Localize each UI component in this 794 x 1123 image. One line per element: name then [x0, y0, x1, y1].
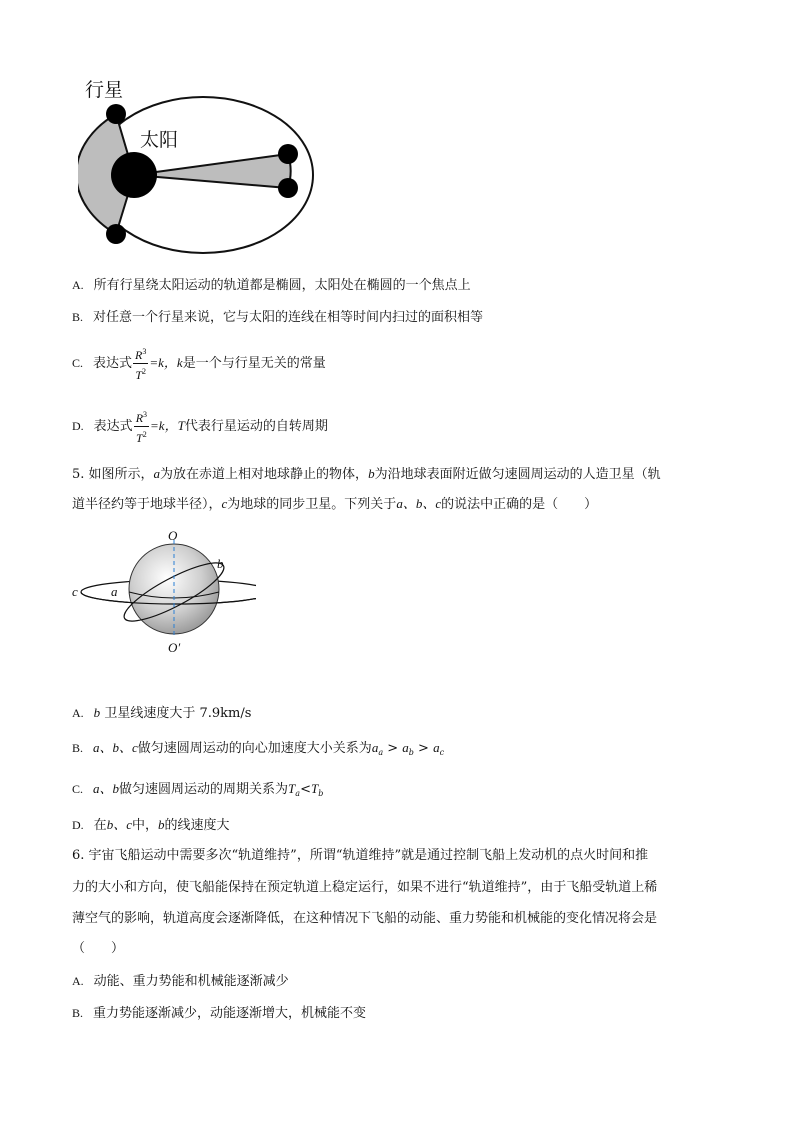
q4-option-a	[72, 276, 471, 295]
q5-option-a: A. b 卫星线速度大于 7.9km/s	[72, 705, 252, 721]
q4-option-d	[72, 407, 328, 446]
q5-option-d: D. 在b、c中，b的线速度大	[72, 817, 230, 833]
var-t: T	[177, 418, 185, 433]
label-o-prime: O′	[168, 640, 181, 655]
sun	[111, 152, 157, 198]
option-suffix: 代表行星运动的自转周期	[184, 419, 328, 434]
q6-option-a: A. 动能、重力势能和机械能逐渐减少	[72, 974, 289, 989]
q6-stem-line4: （ ）	[72, 941, 125, 956]
q6-stem-line1: 6. 宇宙飞船运动中需要多次“轨道维持”，所谓“轨道维持”就是通过控制飞船上发动机的点火时间和推	[72, 848, 649, 863]
option-prefix: 表达式	[93, 356, 133, 371]
label-o: O	[168, 528, 178, 543]
option-letter: C.	[72, 356, 84, 370]
q5-stem-line1: 5. 如图所示，a为放在赤道上相对地球静止的物体，b为沿地球表面附近做匀速圆周运动的人造卫星（轨	[72, 466, 661, 482]
q5-option-c: C. a、b做匀速圆周运动的周期关系为$T_a<T_b$	[72, 781, 324, 798]
q6-stem-line3: 薄空气的影响，轨道高度会逐渐降低，在这种情况下飞船的动能、重力势能和机械能的变化情况将会是	[72, 911, 658, 926]
var-k: k	[176, 355, 183, 370]
planet-top-left	[106, 104, 126, 124]
option-text: 对任意一个行星来说，它与太阳的连线在相等时间内扫过的面积相等	[93, 310, 484, 325]
option-suffix: 是一个与行星无关的常量	[182, 356, 326, 371]
option-letter: A.	[72, 278, 84, 292]
label-b: b	[217, 556, 224, 571]
planet-right-upper	[278, 144, 298, 164]
label-c: c	[72, 584, 78, 599]
equals-k: =k，	[149, 355, 177, 370]
q5-option-b: B. a、b、c做匀速圆周运动的向心加速度大小关系为$a_a > a_b > a_c$	[72, 740, 445, 757]
swept-area-right	[134, 154, 291, 188]
option-letter: D.	[72, 419, 84, 433]
fraction-r3-t2: $\frac{R^3}{T^2}$	[134, 407, 149, 446]
q6-option-b: B. 重力势能逐渐减少，动能逐渐增大，机械能不变	[72, 1006, 367, 1021]
fraction-r3-t2: $\frac{R^3}{T^2}$	[133, 344, 148, 383]
q6-stem-line2: 力的大小和方向，使飞船能保持在预定轨道上稳定运行，如果不进行“轨道维持”，由于飞船受轨道上稀	[72, 880, 658, 895]
option-text: 所有行星绕太阳运动的轨道都是椭圆，太阳处在椭圆的一个焦点上	[93, 278, 471, 293]
option-letter: B.	[72, 310, 84, 324]
q4-option-c	[72, 344, 326, 383]
kepler-orbit-figure	[78, 72, 318, 262]
q4-option-b	[72, 308, 483, 327]
planet-right-lower	[278, 178, 298, 198]
earth-satellite-figure	[66, 526, 256, 658]
planet-label: 行星	[85, 79, 124, 101]
q5-stem-line2: 道半径约等于地球半径），c为地球的同步卫星。下列关于a、b、c的说法中正确的是（ ）	[72, 496, 598, 512]
option-prefix: 表达式	[93, 419, 133, 434]
label-a: a	[111, 584, 118, 599]
planet-bottom-left	[106, 224, 126, 244]
sun-label: 太阳	[140, 129, 179, 151]
equals-k: =k，	[150, 418, 178, 433]
